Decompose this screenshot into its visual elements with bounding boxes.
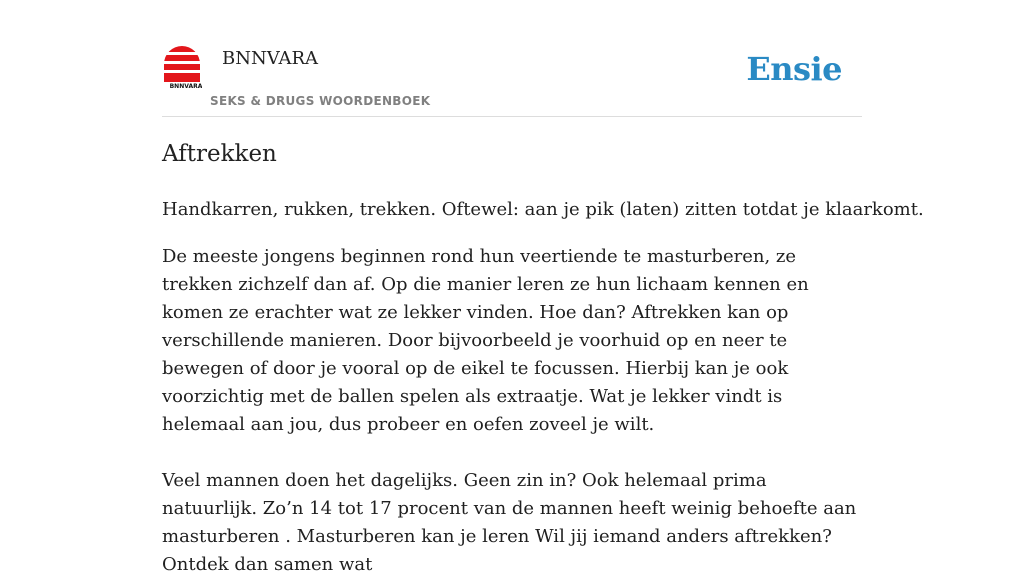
bnnvara-logo-icon	[162, 46, 202, 90]
page-title: Aftrekken	[162, 141, 277, 167]
dictionary-tagline[interactable]: SEKS & DRUGS WOORDENBOEK	[210, 94, 431, 108]
bnnvara-logo[interactable]	[162, 46, 202, 90]
article-paragraph: De meeste jongens beginnen rond hun veertiende te masturberen, ze trekken zichzelf dan af. Op die manier leren ze hun lichaam kennen en komen ze erachter wat ze lekker vinden. Hoe dan? Aftrekken kan op verschillende manieren. Door bijvoorbeeld je voorhuid op en neer te bewegen of door je vooral op de eikel te focussen. Hierbij kan je ook voorzichtig met de ballen spelen als extraatje. Wat je lekker vindt is helemaal aan jou, dus probeer en oefen zoveel je wilt.	[162, 246, 809, 435]
article	[162, 138, 924, 579]
ensie-logo[interactable]: Ensie	[746, 50, 842, 88]
article-summary: Handkarren, rukken, trekken. Oftewel: aan je pik (laten) zitten totdat je klaarkomt.	[162, 199, 924, 220]
logo-wordmark: BNNVARA	[169, 83, 202, 90]
article-body	[162, 243, 862, 579]
brand-name[interactable]: BNNVARA	[222, 48, 319, 69]
site-header	[162, 40, 862, 117]
article-paragraph: Veel mannen doen het dagelijks. Geen zin in? Ook helemaal prima natuurlijk. Zo’n 14 tot 17 procent van de mannen heeft weinig behoefte aan masturberen . Masturberen kan je leren Wil jij iemand anders aftrekken? Ontdek dan samen wat	[162, 470, 857, 575]
